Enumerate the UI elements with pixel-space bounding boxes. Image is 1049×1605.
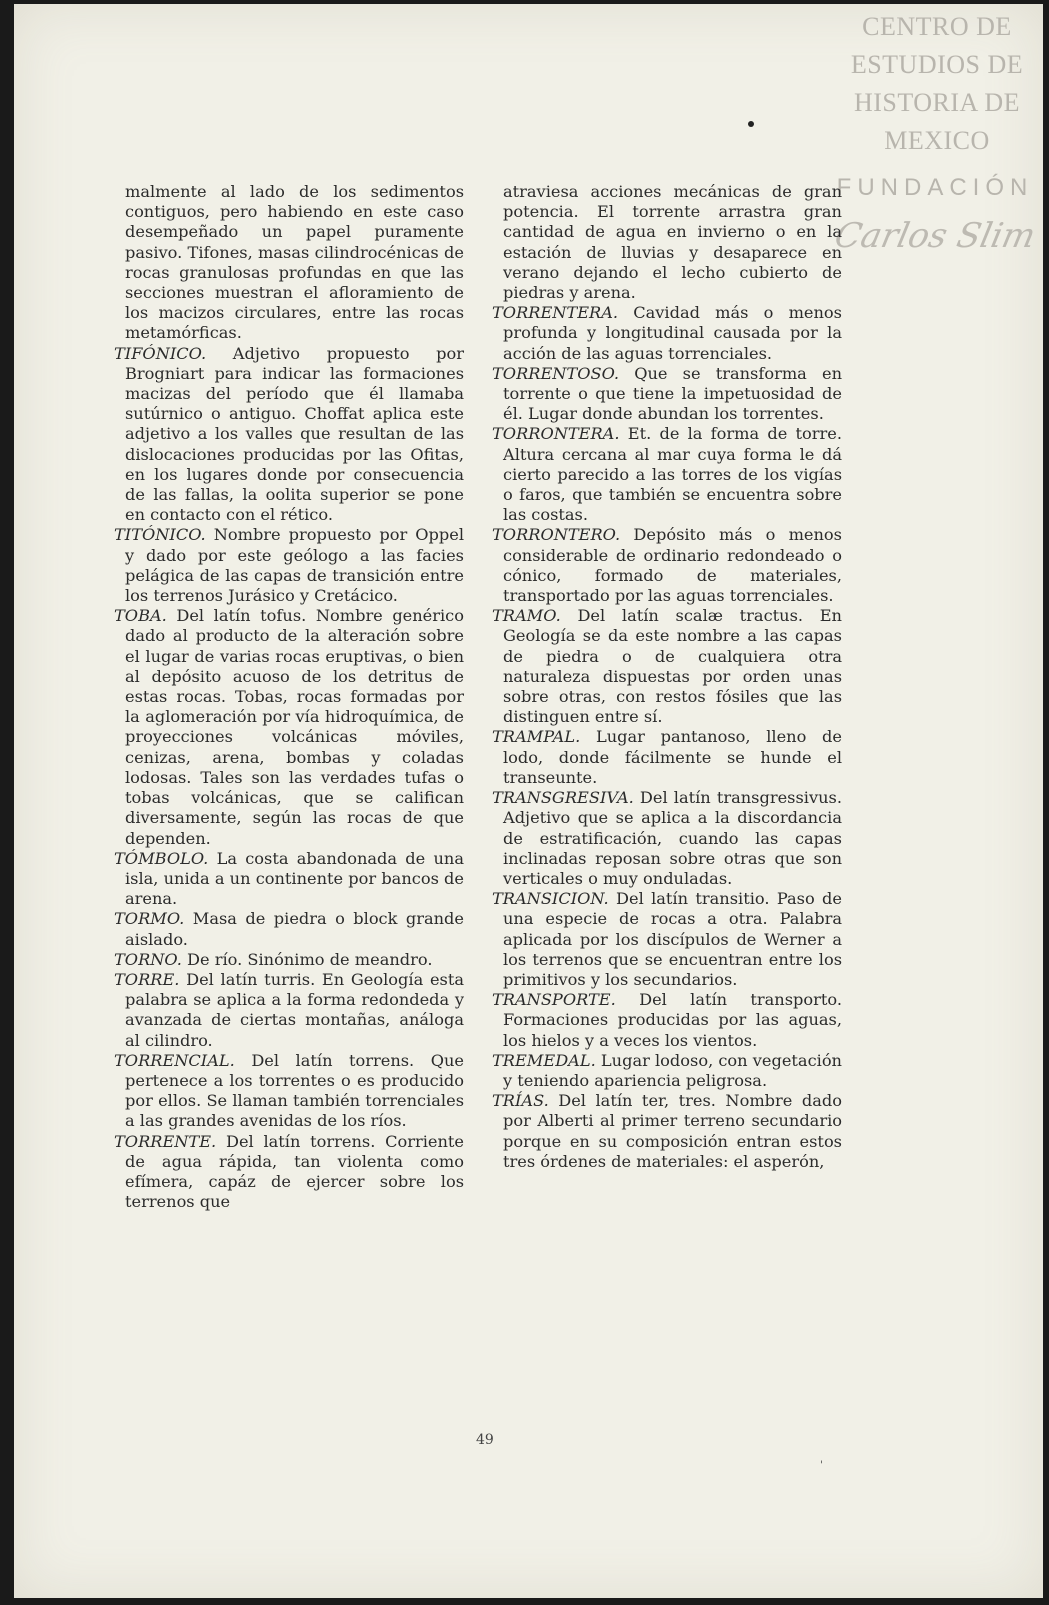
entry-toba [114,606,464,848]
entry-torrentera [492,303,842,364]
headword: TREMEDAL. [492,1050,596,1070]
definition: Cavidad más o menos profunda y longitudinal causada por la acción de las aguas torrenciales. [503,303,842,363]
entry-torrencial [114,1051,464,1132]
right-continuation: atraviesa acciones mecánicas de gran potencia. El torrente arrastra gran cantidad de agua en invierno o en la estación de lluvias y desaparece en verano dejando el lecho cubierto de piedras y arena. [503,182,842,303]
definition: Adjetivo propuesto por Brogniart para indicar las formaciones macizas del período que él llamaba sutúrnico o antiguo. Choffat aplica este adjetivo a los valles que resultan de las dislocaciones producidas por las Ofitas, en los lugares donde por consecuencia de las fallas, la oolita superior se pone en contacto con el rético. [125,343,464,525]
headword: TORRENCIAL. [114,1050,235,1070]
headword: TORNO. [114,949,182,969]
definition: Del latín torrens. Que pertenece a los torrentes o es producido por ellos. Se llaman también torrenciales a las grandes avenidas de los ríos. [125,1050,464,1131]
entry-transporte [492,990,842,1051]
headword: TORRONTERA. [492,424,620,444]
definition: Del latín transporto. Formaciones producidas por las aguas, los hielos y a veces los vientos. [503,990,842,1050]
definition: Del latín ter, tres. Nombre dado por Alberti al primer terreno secundario porque en su composición entran estos tres órdenes de materiales: el asperón, [503,1091,842,1171]
entry-tifonico [114,344,464,526]
headword: TORMO. [114,909,185,929]
headword: TORRONTERO. [492,525,621,545]
definition: Lugar pantanoso, lleno de lodo, donde fácilmente se hunde el transeunte. [503,727,842,787]
left-column [114,182,464,1212]
entry-trias [492,1091,842,1172]
entry-torrente [114,1132,464,1213]
entry-tramo [492,606,842,727]
headword: TORRENTE. [114,1131,217,1151]
headword: TRAMO. [492,606,561,626]
entry-trampal [492,727,842,788]
headword: TIFÓNICO. [114,343,207,363]
institution-watermark: CENTRO DE ESTUDIOS DE HISTORIA DE MEXICO [850,12,1024,155]
headword: TORRENTERA. [492,303,619,323]
definition: Nombre propuesto por Oppel y dado por este geólogo a las facies pelágica de las capas de transición entre los terrenos Jurásico y Cretácico. [125,525,464,606]
headword: TITÓNICO. [114,525,206,545]
definition: Del latín transgressivus. Adjetivo que se aplica a la discordancia de estratificación, cuando las capas inclinadas reposan sobre otras que son verticales o muy onduladas. [503,788,842,888]
headword: TRÍAS. [492,1091,549,1111]
headword: TÓMBOLO. [114,848,209,868]
headword: TRANSICION. [492,889,609,909]
definition: Que se transforma en torrente o que tiene la impetuosidad de él. Lugar donde abundan los torrentes. [503,363,842,424]
headword: TRANSGRESIVA. [492,788,634,808]
ink-mark: ' [820,1460,823,1471]
definition: Masa de piedra o block grande aislado. [125,909,464,949]
definition: Del latín transitio. Paso de una especie de rocas a otra. Palabra aplicada por los discípulos de Werner a los terrenos que se encuentran entre los primitivos y los secundarios. [503,889,842,989]
entry-torno [114,950,464,970]
entry-titonico [114,525,464,606]
page-number: 49 [476,1432,494,1448]
definition: Depósito más o menos considerable de ordinario redondeado o cónico, formado de materiales, transportado por las aguas torrenciales. [503,525,842,606]
entry-torrentoso [492,364,842,425]
definition: Del latín turris. En Geología esta palabra se aplica a la forma redondeda y avanzada de ciertas montañas, análoga al cilindro. [125,969,464,1050]
right-column [492,182,842,1172]
entry-torrontera [492,424,842,525]
entry-torre [114,970,464,1051]
definition: Del latín tofus. Nombre genérico dado al producto de la alteración sobre el lugar de varias rocas eruptivas, o bien al depósito acuoso de los detritus de estas rocas. Tobas, rocas formadas por la aglomeración por vía hidroquímica, de proyecciones volcánicas móviles, cenizas, arena, bombas y coladas lodosas. Tales son las verdades tufas o tobas volcánicas, que se califican diversamente, según las rocas de que dependen. [125,606,464,848]
foundation-watermark: FUNDACIÓN [836,174,1034,201]
definition: Lugar lodoso, con vegetación y teniendo apariencia peligrosa. [503,1050,842,1090]
definition: Et. de la forma de torre. Altura cercana al mar cuya forma le dá cierto parecido a las torres de los vigías o faros, que también se encuentra sobre las costas. [503,424,842,525]
definition: Del latín scalæ tractus. En Geología se da este nombre a las capas de piedra o de cualquiera otra naturaleza dispuestas por orden unas sobre otras, con restos fósiles que las distinguen entre sí. [503,606,842,727]
entry-torrontero [492,525,842,606]
definition: La costa abandonada de una isla, unida a un continente por bancos de arena. [125,848,464,909]
definition: De río. Sinónimo de meandro. [187,949,433,969]
definition: Del latín torrens. Corriente de agua rápida, tan violenta como efímera, capáz de ejercer sobre los terrenos que [125,1131,464,1212]
headword: TORRENTOSO. [492,363,620,383]
entry-tremedal [492,1051,842,1091]
entry-transicion [492,889,842,990]
headword: TOBA. [114,606,167,626]
entry-tormo [114,909,464,949]
left-continuation: malmente al lado de los sedimentos contiguos, pero habiendo en este caso desempeñado un papel puramente pasivo. Tifones, masas cilindrocénicas de rocas granulosas profundas en que las secciones muestran el afloramiento de los macizos circulares, entre las rocas metamórficas. [125,182,464,343]
signature-watermark: Carlos Slim [831,216,1039,256]
headword: TRANSPORTE. [492,990,616,1010]
entry-transgresiva [492,788,842,889]
document-page [14,4,1043,1598]
headword: TRAMPAL. [492,727,581,747]
entry-tombolo [114,849,464,910]
headword: TORRE. [114,969,180,989]
ink-dot [748,121,754,127]
